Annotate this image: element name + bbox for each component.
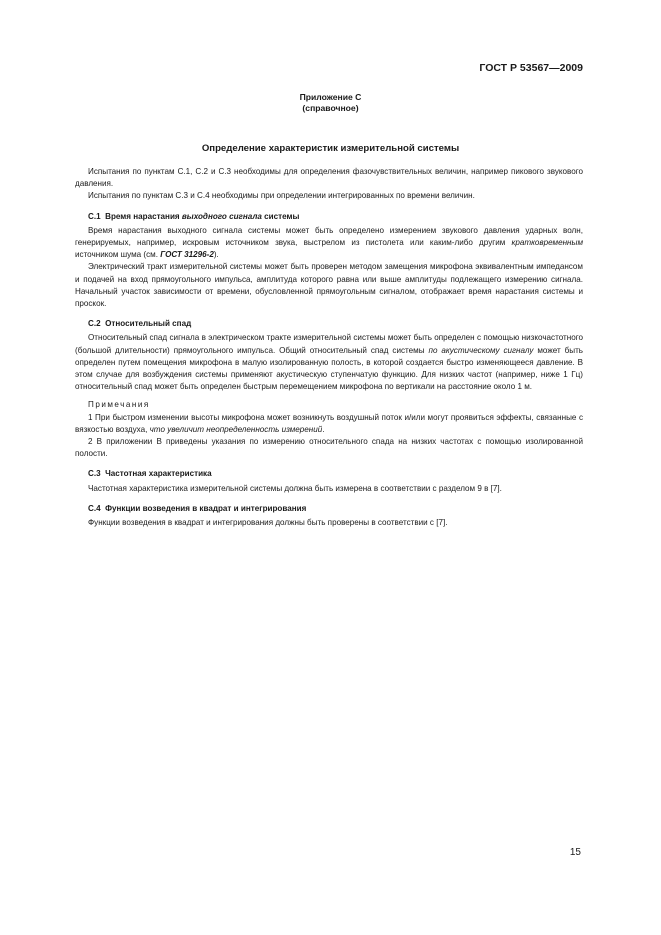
section-c4-number: С.4 (88, 503, 101, 513)
section-c3-number: С.3 (88, 469, 101, 479)
main-title: Определение характеристик измерительной системы (201, 143, 460, 154)
section-c2-number: С.2 (88, 319, 101, 329)
note-2: 2 В приложении В приведены указания по измерению относительного спада на низких частотах с помощью изолированной полости. (75, 437, 583, 459)
document-body (75, 166, 583, 529)
section-c4-title: Функции возведения в квадрат и интегрирования (105, 503, 307, 513)
section-c3-heading (75, 468, 583, 480)
section-c1-paragraph-1: Время нарастания выходного сигнала системы может быть определено измерением звукового давления ударных волн, генерируемых, например, искровым источником звука, выстрелом из пистолета или каким-либо другим кратковременным источником шума (см. ГОСТ 31296-2). (75, 225, 583, 260)
section-c2-heading (75, 318, 583, 330)
intro-paragraph-1: Испытания по пунктам С.1, С.2 и С.3 необходимы для определения фазочувствительных величин, например пикового звукового давления. (75, 167, 583, 189)
notes-heading: Примечания (88, 400, 150, 410)
section-c4-heading (75, 503, 583, 515)
section-c1-title-c: системы (264, 211, 300, 221)
intro-paragraph-2: Испытания по пунктам С.3 и С.4 необходимы при определении интегрированных по времени величин. (88, 191, 475, 201)
note-1: 1 При быстром изменении высоты микрофона может возникнуть воздушный поток и/или могут проявиться эффекты, связанные с вязкостью воздуха, что увеличит неопределенность измерений. (75, 412, 583, 434)
section-c1-title-b: выходного сигнала (181, 211, 262, 221)
section-c4-paragraph-1: Функции возведения в квадрат и интегрирования должны быть проверены в соответствии с [7]. (88, 518, 448, 528)
section-c2-paragraph-1: Относительный спад сигнала в электрическом тракте измерительной системы может быть определен с помощью низкочастотного (большой длительности) прямоугольного импульса. Общий относительный спад системы по акустическому сигналу может быть определен путем помещения микрофона в малую изолированную полость, в которой создается быстро изменяющееся давление. В этом случае для возбуждения системы применяют акустическую ступенчатую функцию. Для низких частот (например, ниже 1 Гц) относительный спад может быть определен быстрым перемещением микрофона по вертикали на расстояние около 1 м. (75, 333, 584, 392)
page-number: 15 (569, 847, 581, 858)
section-c1-paragraph-2: Электрический тракт измерительной системы может быть проверен методом замещения микрофона эквивалентным импедансом и подачей на вход прямоугольного импульса, амплитуда которого равна или выше амплитуды подлежащего измерению сигнала. Начальный участок зависимости от времени, обусловленной прямоугольным сигналом, отображает время нарастания системы и проскок. (75, 262, 583, 309)
section-c1-title-a: Время нарастания (105, 211, 180, 221)
section-c1-number: С.1 (88, 211, 101, 221)
section-c3-paragraph-1: Частотная характеристика измерительной системы должна быть измерена в соответствии с разделом 9 в [7]. (88, 483, 502, 493)
annex-subtitle: (справочное) (302, 103, 359, 113)
annex-title: Приложение С (299, 92, 362, 102)
section-c2-title: Относительный спад (105, 319, 192, 329)
section-c3-title: Частотная характеристика (105, 469, 212, 479)
standard-number: ГОСТ Р 53567—2009 (479, 62, 583, 74)
annex-heading (0, 92, 661, 114)
section-c1-heading (75, 211, 583, 223)
